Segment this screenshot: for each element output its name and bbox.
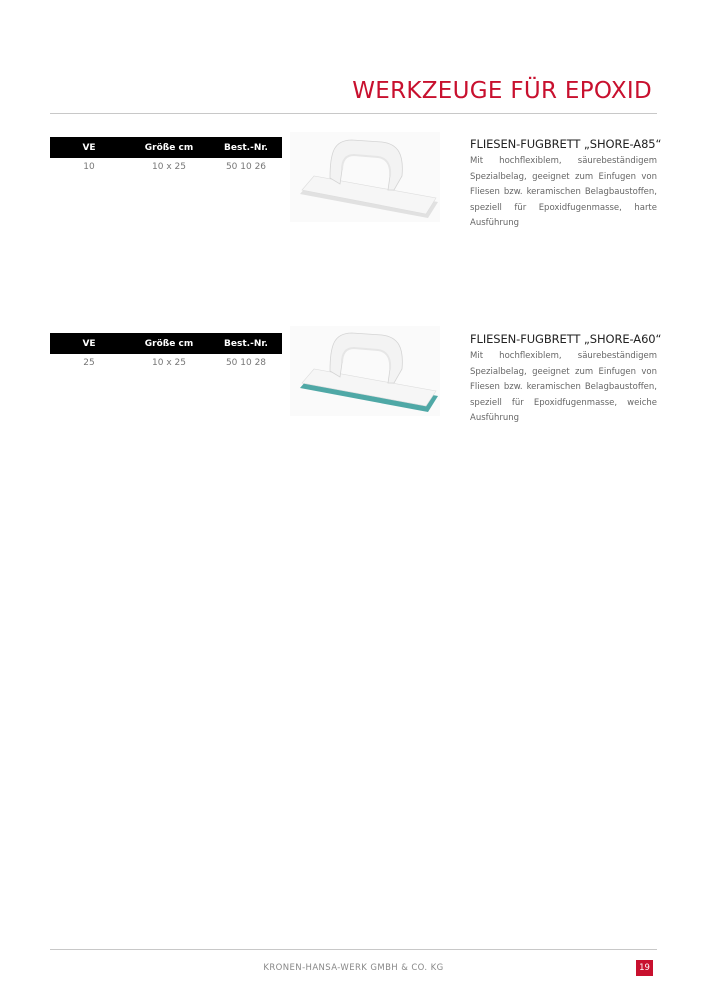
product-description: Mit hochflexiblem, säurebeständigem Spezialbelag, geeignet zum Einfugen von Fliesen bzw. keramischen Belagbaustoffen, speziell für Epoxidfugenmasse, harte Ausführung <box>470 156 657 228</box>
product-title: FLIESEN-FUGBRETT „SHORE-A85“ <box>470 137 662 151</box>
header-ve: VE <box>50 137 128 158</box>
cell-size: 10 x 25 <box>152 358 186 368</box>
header-size: Größe cm <box>128 333 210 354</box>
table-row <box>50 354 282 368</box>
product-title: FLIESEN-FUGBRETT „SHORE-A60“ <box>470 332 662 346</box>
cell-size: 10 x 25 <box>152 162 186 172</box>
table-header-row <box>50 137 282 158</box>
product-a85 <box>470 137 662 232</box>
header-ve: VE <box>50 333 128 354</box>
product-spec-table-a85 <box>50 137 282 172</box>
header-order-nr: Best.-Nr. <box>210 333 282 354</box>
footer-divider <box>50 949 657 950</box>
table-row <box>50 158 282 172</box>
product-a60 <box>470 332 662 427</box>
cell-order-nr: 50 10 28 <box>225 358 267 368</box>
header-divider <box>50 113 657 114</box>
product-image-float-a85 <box>290 132 440 222</box>
cell-ve: 25 <box>83 358 95 368</box>
cell-order-nr: 50 10 26 <box>225 162 267 172</box>
page-number-badge: 19 <box>636 960 653 976</box>
header-order-nr: Best.-Nr. <box>210 137 282 158</box>
product-image-float-a60 <box>290 326 440 416</box>
cell-ve: 10 <box>83 162 95 172</box>
product-spec-table-a60 <box>50 333 282 368</box>
table-header-row <box>50 333 282 354</box>
footer-company-name: KRONEN-HANSA-WERK GMBH & CO. KG <box>263 963 444 973</box>
page-title: WERKZEUGE FÜR EPOXID <box>352 78 652 104</box>
product-description: Mit hochflexiblem, säurebeständigem Spezialbelag, geeignet zum Einfugen von Fliesen bzw. keramischen Belagbaustoffen, speziell für Epoxidfugenmasse, weiche Ausführung <box>470 351 657 423</box>
header-size: Größe cm <box>128 137 210 158</box>
